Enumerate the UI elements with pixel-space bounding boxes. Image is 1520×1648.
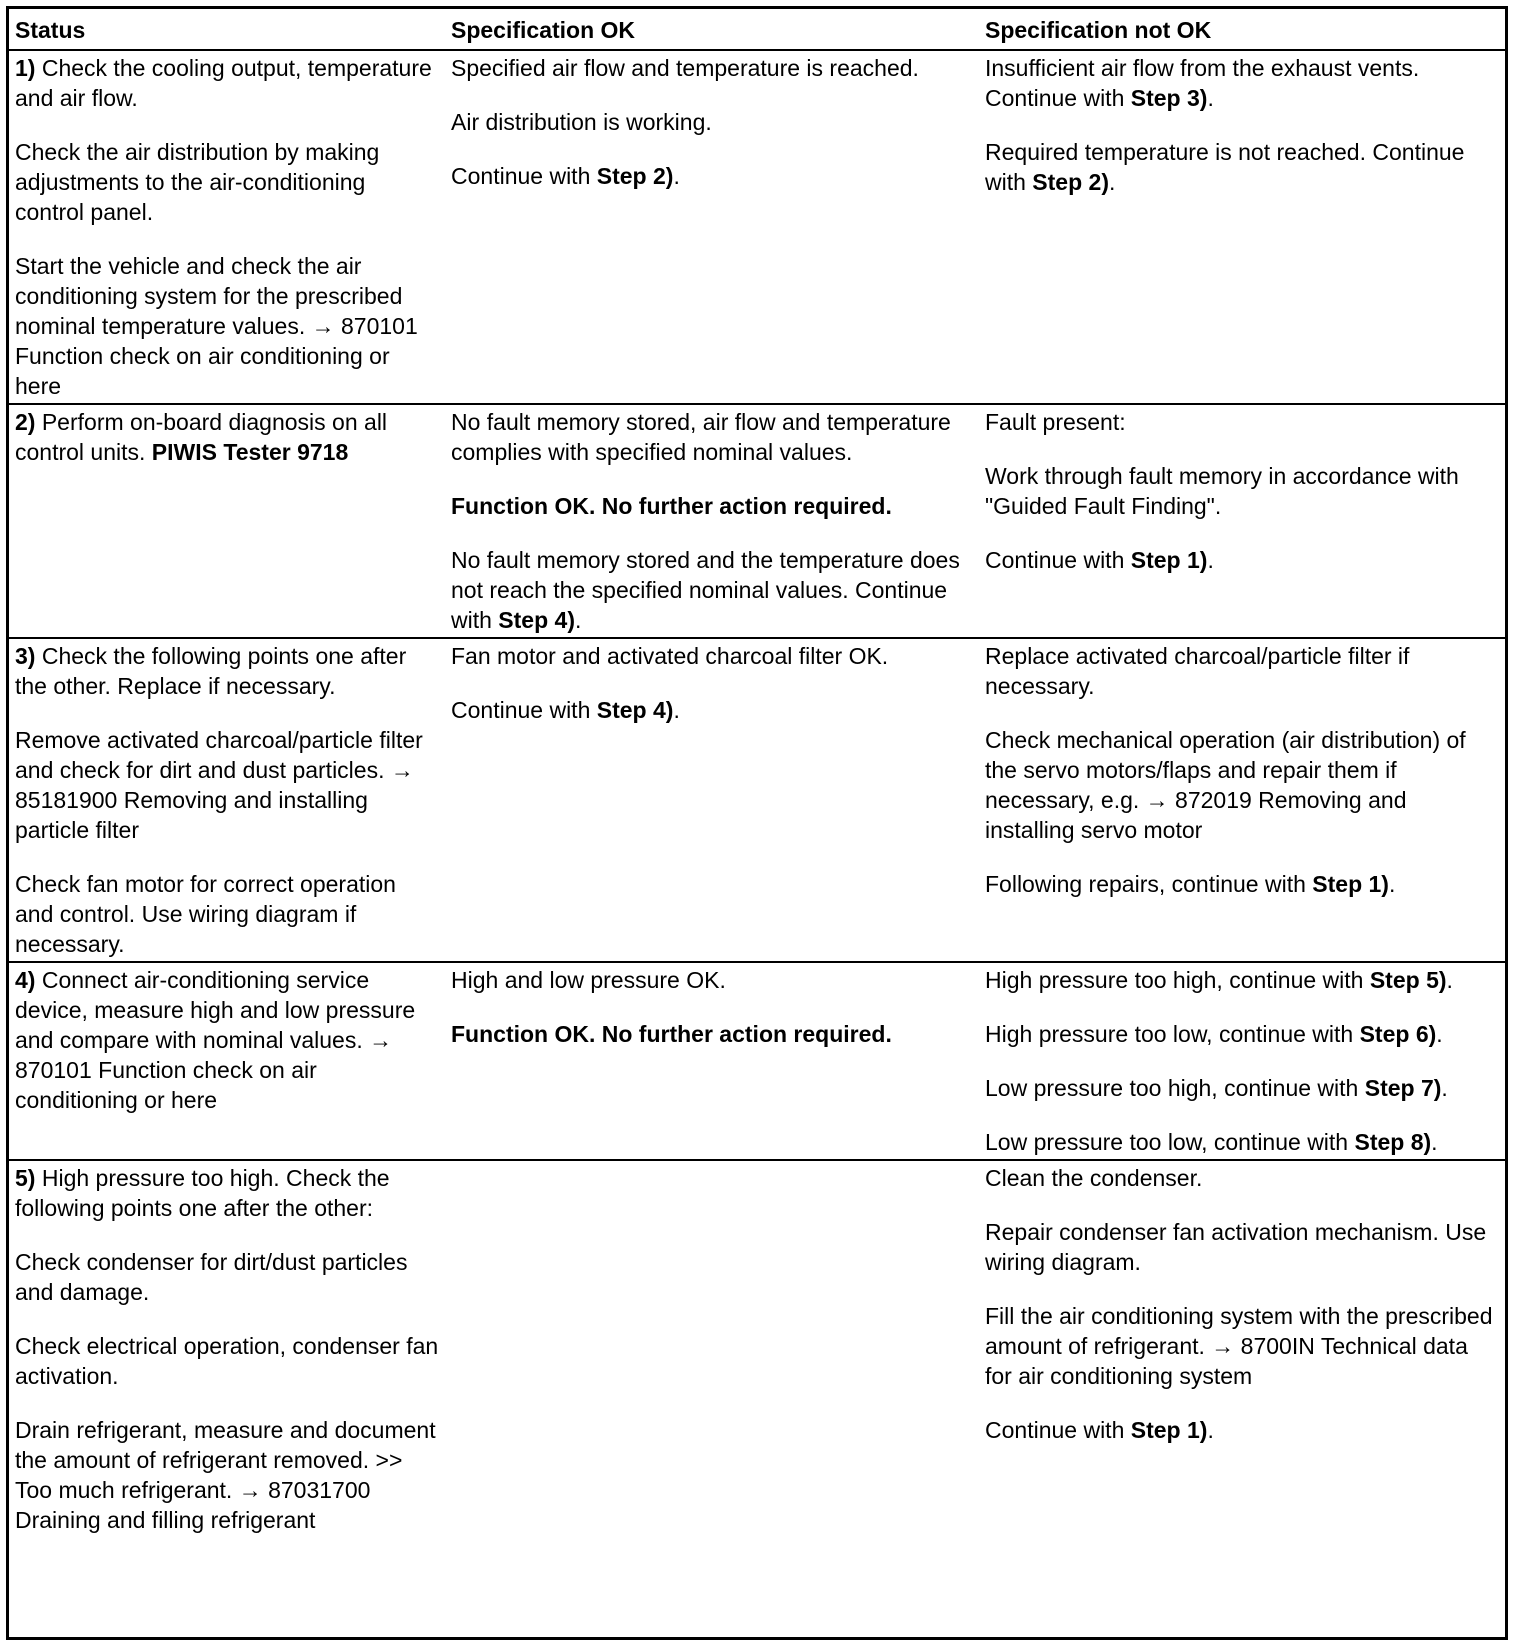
paragraph-text: Check the cooling output, temperature and air flow. bbox=[15, 55, 432, 111]
paragraph-tail: . bbox=[574, 607, 582, 633]
spec-ok-cell bbox=[445, 962, 979, 1160]
status-cell bbox=[9, 962, 445, 1160]
paragraph-tail: . bbox=[1388, 871, 1396, 897]
spec-not-ok-paragraph bbox=[985, 1415, 1499, 1445]
status-paragraph bbox=[15, 1331, 439, 1391]
paragraph-text: Low pressure too low, continue with bbox=[985, 1129, 1355, 1155]
spec-not-ok-paragraph bbox=[985, 965, 1499, 995]
spec-not-ok-cell bbox=[979, 1160, 1505, 1537]
step-reference: Step 3) bbox=[1130, 85, 1208, 111]
paragraph-text: Check fan motor for correct operation and control. Use wiring diagram if necessary. bbox=[15, 871, 396, 957]
paragraph-text: Connect air-conditioning service device, measure high and low pressure and compare with nominal values. → 870101 Function check on air conditioning or here bbox=[15, 967, 416, 1113]
paragraph-text: Work through fault memory in accordance with "Guided Fault Finding". bbox=[985, 463, 1459, 519]
paragraph-tail: . bbox=[1431, 1129, 1438, 1155]
status-paragraph bbox=[15, 1247, 439, 1307]
step-reference: Step 1) bbox=[1130, 547, 1208, 573]
status-paragraph bbox=[15, 965, 439, 1115]
paragraph-text: Check condenser for dirt/dust particles and damage. bbox=[15, 1249, 408, 1305]
paragraph-text: Perform on-board diagnosis on all control units. bbox=[15, 409, 388, 465]
step-number: 1) bbox=[15, 55, 36, 81]
paragraph-tail: . bbox=[1108, 169, 1116, 195]
step-reference: Step 4) bbox=[498, 607, 575, 633]
paragraph-text: Remove activated charcoal/particle filter and check for dirt and dust particles. → 85181900 Removing and installing particle filter bbox=[15, 727, 423, 843]
spec-not-ok-paragraph bbox=[985, 1301, 1499, 1391]
paragraph-text: Specified air flow and temperature is reached. bbox=[451, 55, 919, 81]
paragraph-text: Replace activated charcoal/particle filter if necessary. bbox=[985, 643, 1410, 699]
spec-ok-paragraph bbox=[451, 545, 973, 635]
paragraph-text: Continue with bbox=[985, 547, 1131, 573]
spec-ok-paragraph bbox=[451, 1019, 973, 1049]
spec-not-ok-cell bbox=[979, 404, 1505, 638]
paragraph-text: Clean the condenser. bbox=[985, 1165, 1203, 1191]
paragraph-text: High pressure too low, continue with bbox=[985, 1021, 1360, 1047]
header-spec-not-ok: Specification not OK bbox=[979, 9, 1505, 50]
paragraph-tail: . bbox=[1207, 85, 1214, 111]
step-reference: Step 7) bbox=[1364, 1075, 1442, 1101]
status-cell bbox=[9, 1160, 445, 1537]
spec-not-ok-cell bbox=[979, 962, 1505, 1160]
step-reference: Step 2) bbox=[596, 163, 674, 189]
header-status: Status bbox=[9, 9, 445, 50]
emphasis-text: Function OK. No further action required. bbox=[451, 493, 892, 519]
status-paragraph bbox=[15, 1415, 439, 1535]
paragraph-text: No fault memory stored and the temperature does not reach the specified nominal values. Continue with bbox=[451, 547, 960, 633]
paragraph-text: No fault memory stored, air flow and temperature complies with specified nominal values. bbox=[451, 409, 951, 465]
spec-not-ok-paragraph bbox=[985, 1163, 1499, 1193]
header-row bbox=[9, 9, 1505, 50]
status-paragraph bbox=[15, 725, 439, 845]
paragraph-tail: . bbox=[673, 163, 680, 189]
status-paragraph bbox=[15, 407, 439, 467]
paragraph-text: Check electrical operation, condenser fan activation. bbox=[15, 1333, 439, 1389]
step-reference: Step 1) bbox=[1312, 871, 1389, 897]
spec-not-ok-paragraph bbox=[985, 641, 1499, 701]
status-paragraph bbox=[15, 53, 439, 113]
spec-not-ok-cell bbox=[979, 50, 1505, 404]
table-row bbox=[9, 638, 1505, 962]
status-cell bbox=[9, 404, 445, 638]
spec-not-ok-paragraph bbox=[985, 461, 1499, 521]
paragraph-tail: . bbox=[1207, 1417, 1214, 1443]
spec-ok-cell bbox=[445, 638, 979, 962]
step-number: 3) bbox=[15, 643, 36, 669]
table-row bbox=[9, 50, 1505, 404]
header-spec-ok: Specification OK bbox=[445, 9, 979, 50]
paragraph-text: Check the following points one after the other. Replace if necessary. bbox=[15, 643, 407, 699]
paragraph-text: Continue with bbox=[451, 163, 597, 189]
paragraph-text: High and low pressure OK. bbox=[451, 967, 726, 993]
paragraph-text: Continue with bbox=[451, 697, 597, 723]
paragraph-text: Check mechanical operation (air distribution) of the servo motors/flaps and repair them if necessary, e.g. → 872019 Removing and installing servo motor bbox=[985, 727, 1466, 843]
diagnosis-table bbox=[9, 9, 1505, 1537]
status-paragraph bbox=[15, 641, 439, 701]
step-reference: Step 2) bbox=[1032, 169, 1109, 195]
spec-not-ok-paragraph bbox=[985, 53, 1499, 113]
step-number: 5) bbox=[15, 1165, 36, 1191]
paragraph-tail: . bbox=[1446, 967, 1453, 993]
status-paragraph bbox=[15, 869, 439, 959]
spec-ok-paragraph bbox=[451, 161, 973, 191]
spec-ok-paragraph bbox=[451, 695, 973, 725]
paragraph-text: Fault present: bbox=[985, 409, 1126, 435]
status-paragraph bbox=[15, 251, 439, 401]
status-paragraph bbox=[15, 137, 439, 227]
paragraph-tail: . bbox=[673, 697, 680, 723]
paragraph-tail: . bbox=[1441, 1075, 1448, 1101]
emphasis-text: Function OK. No further action required. bbox=[451, 1021, 892, 1047]
paragraph-text: Continue with bbox=[985, 1417, 1131, 1443]
paragraph-text: Fill the air conditioning system with the prescribed amount of refrigerant. → 8700IN Technical data for air conditioning system bbox=[985, 1303, 1493, 1389]
paragraph-text: Check the air distribution by making adjustments to the air-conditioning control panel. bbox=[15, 139, 380, 225]
spec-not-ok-paragraph bbox=[985, 137, 1499, 197]
paragraph-text: Following repairs, continue with bbox=[985, 871, 1313, 897]
paragraph-tail: . bbox=[1436, 1021, 1443, 1047]
spec-ok-cell bbox=[445, 404, 979, 638]
spec-ok-paragraph bbox=[451, 107, 973, 137]
spec-ok-cell bbox=[445, 50, 979, 404]
spec-ok-cell bbox=[445, 1160, 979, 1537]
spec-ok-paragraph bbox=[451, 53, 973, 83]
paragraph-text: Required temperature is not reached. Continue with bbox=[985, 139, 1465, 195]
table-body bbox=[9, 50, 1505, 1537]
paragraph-text: Repair condenser fan activation mechanism. Use wiring diagram. bbox=[985, 1219, 1487, 1275]
status-cell bbox=[9, 638, 445, 962]
step-reference: Step 4) bbox=[596, 697, 674, 723]
paragraph-text: Start the vehicle and check the air conditioning system for the prescribed nominal temperature values. → 870101 Function check on air conditioning or here bbox=[15, 253, 418, 399]
step-number: 4) bbox=[15, 967, 36, 993]
table-row bbox=[9, 404, 1505, 638]
spec-not-ok-paragraph bbox=[985, 1073, 1499, 1103]
table-row bbox=[9, 962, 1505, 1160]
paragraph-text: Air distribution is working. bbox=[451, 109, 712, 135]
step-reference: Step 6) bbox=[1359, 1021, 1437, 1047]
paragraph-text: Insufficient air flow from the exhaust vents. Continue with bbox=[985, 55, 1420, 111]
spec-ok-paragraph bbox=[451, 965, 973, 995]
spec-not-ok-paragraph bbox=[985, 869, 1499, 899]
spec-not-ok-paragraph bbox=[985, 1217, 1499, 1277]
paragraph-text: Fan motor and activated charcoal filter OK. bbox=[451, 643, 889, 669]
step-reference: Step 5) bbox=[1369, 967, 1447, 993]
spec-not-ok-paragraph bbox=[985, 545, 1499, 575]
spec-not-ok-cell bbox=[979, 638, 1505, 962]
status-cell bbox=[9, 50, 445, 404]
table-row bbox=[9, 1160, 1505, 1537]
paragraph-tail: . bbox=[1207, 547, 1214, 573]
procedure-table-frame bbox=[6, 6, 1508, 1640]
spec-not-ok-paragraph bbox=[985, 407, 1499, 437]
paragraph-text: High pressure too high, continue with bbox=[985, 967, 1370, 993]
spec-ok-paragraph bbox=[451, 491, 973, 521]
spec-ok-paragraph bbox=[451, 407, 973, 467]
paragraph-text: Low pressure too high, continue with bbox=[985, 1075, 1365, 1101]
step-number: 2) bbox=[15, 409, 36, 435]
status-paragraph bbox=[15, 1163, 439, 1223]
spec-ok-paragraph bbox=[451, 641, 973, 671]
paragraph-text: Drain refrigerant, measure and document the amount of refrigerant removed. >> Too much refrigerant. → 87031700 Draining and filling refrigerant bbox=[15, 1417, 436, 1533]
step-reference: Step 1) bbox=[1130, 1417, 1208, 1443]
paragraph-text: High pressure too high. Check the following points one after the other: bbox=[15, 1165, 390, 1221]
step-reference: Step 8) bbox=[1354, 1129, 1432, 1155]
spec-not-ok-paragraph bbox=[985, 1127, 1499, 1157]
spec-not-ok-paragraph bbox=[985, 725, 1499, 845]
spec-not-ok-paragraph bbox=[985, 1019, 1499, 1049]
step-reference: PIWIS Tester 9718 bbox=[151, 439, 349, 465]
